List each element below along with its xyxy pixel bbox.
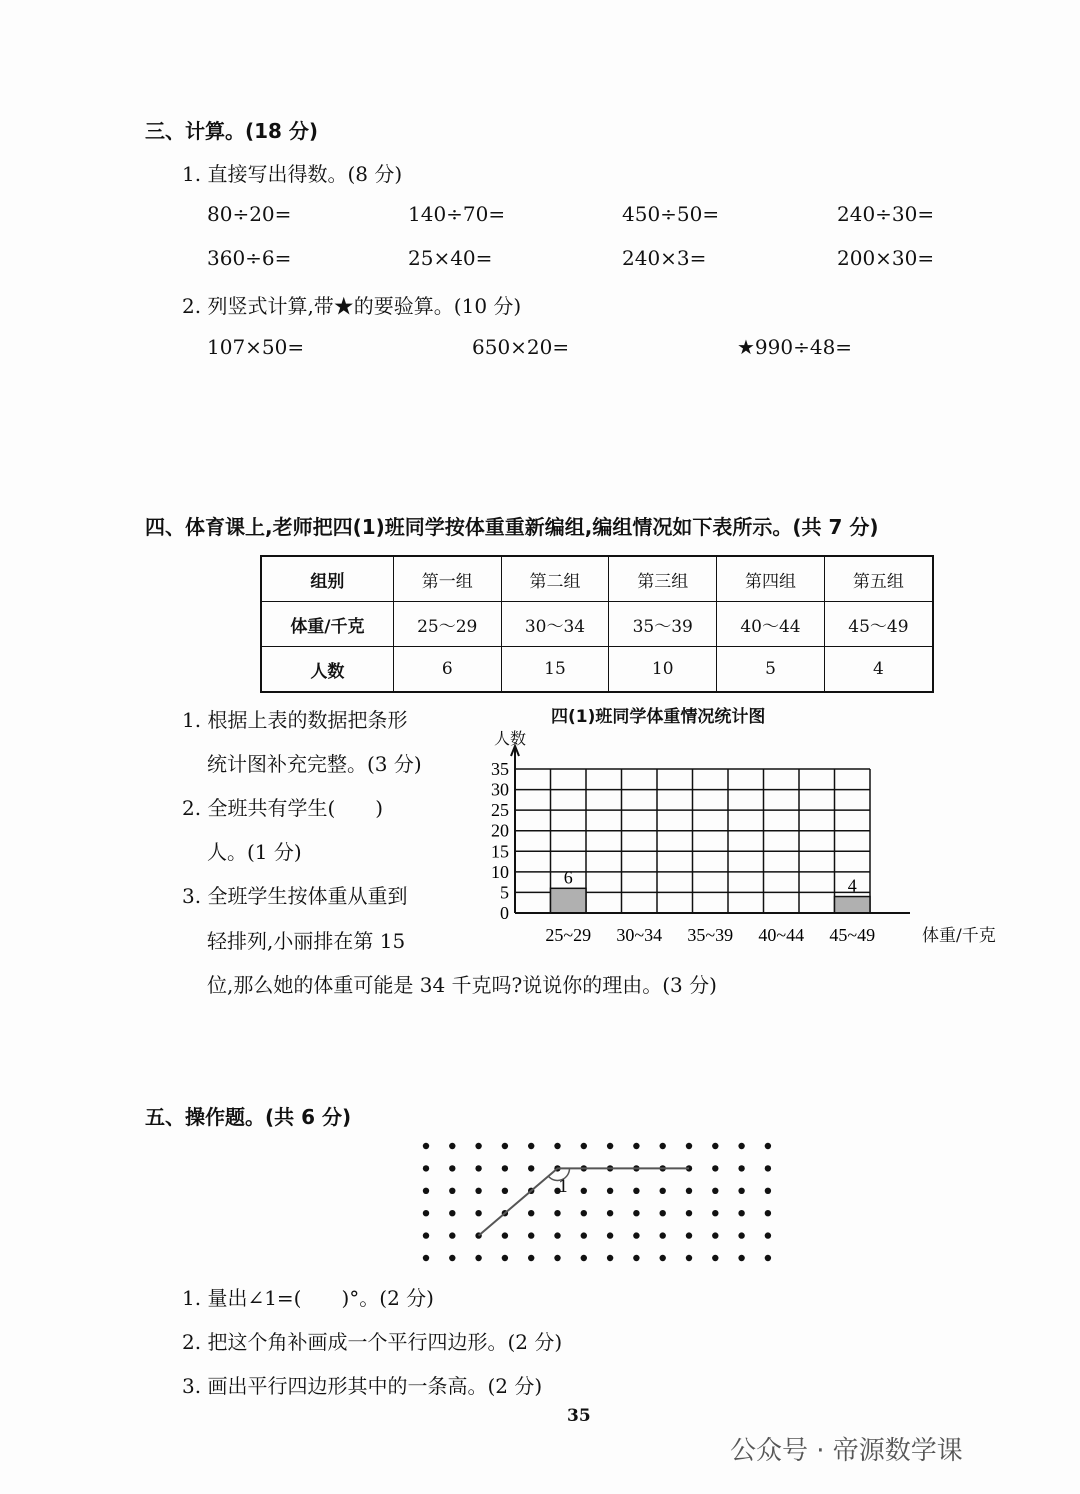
grid-dot — [686, 1255, 692, 1261]
grid-dot — [712, 1232, 718, 1238]
grid-dot — [686, 1143, 692, 1149]
y-tick-label: 30 — [491, 779, 509, 800]
cell: 第三组 — [609, 556, 717, 602]
q4-2b: 人。(1 分) — [207, 840, 302, 864]
grid-dot — [475, 1143, 481, 1149]
q3-2: 2. 列竖式计算,带★的要验算。(10 分) — [182, 294, 522, 318]
grid-dot — [633, 1232, 639, 1238]
bar-value-label: 4 — [847, 875, 857, 896]
cell: 5 — [717, 647, 825, 693]
q5-2: 2. 把这个角补画成一个平行四边形。(2 分) — [182, 1330, 563, 1354]
calc: 140÷70= — [408, 202, 506, 226]
grid-dot — [686, 1210, 692, 1216]
grid-dot — [502, 1143, 508, 1149]
y-tick-label: 0 — [500, 903, 509, 923]
q4-3b: 轻排列,小丽排在第 15 — [207, 929, 406, 953]
grid-dot — [502, 1188, 508, 1194]
grid-dot — [633, 1255, 639, 1261]
grid-dot — [607, 1210, 613, 1216]
q4-1a: 1. 根据上表的数据把条形 — [182, 708, 408, 732]
grid-dot — [581, 1143, 587, 1149]
grid-dot — [423, 1210, 429, 1216]
q4-2a: 2. 全班共有学生( ) — [182, 796, 384, 820]
grid-dot — [607, 1255, 613, 1261]
grid-dot — [502, 1232, 508, 1238]
cell: 35～39 — [609, 602, 717, 647]
cell: 30～34 — [501, 602, 609, 647]
grid-dot — [581, 1188, 587, 1194]
grid-dot — [765, 1188, 771, 1194]
calc: 450÷50= — [622, 202, 720, 226]
cell: 第二组 — [501, 556, 609, 602]
grid-dot — [475, 1255, 481, 1261]
calc: 25×40= — [408, 246, 493, 270]
grid-dot — [449, 1210, 455, 1216]
q5-3: 3. 画出平行四边形其中的一条高。(2 分) — [182, 1374, 543, 1398]
grid-dot — [554, 1210, 560, 1216]
angle-lines — [479, 1168, 689, 1235]
calc: ★990÷48= — [737, 335, 853, 359]
grid-dot — [528, 1210, 534, 1216]
cell: 组别 — [261, 556, 393, 602]
grid-dot — [581, 1210, 587, 1216]
x-tick-label: 35~39 — [687, 925, 734, 945]
grid-dot — [738, 1210, 744, 1216]
grid-dot — [633, 1188, 639, 1194]
grid-dot — [607, 1188, 613, 1194]
watermark: 公众号 · 帝源数学课 — [730, 1436, 963, 1466]
grid-dot — [423, 1232, 429, 1238]
grid-dot — [607, 1232, 613, 1238]
grid-dot — [423, 1255, 429, 1261]
cell: 体重/千克 — [261, 602, 393, 647]
grid-dot — [712, 1143, 718, 1149]
angle-label: 1 — [558, 1177, 569, 1197]
calc: 360÷6= — [207, 246, 292, 270]
grid-dot — [738, 1143, 744, 1149]
grid-dot — [686, 1188, 692, 1194]
q3-1: 1. 直接写出得数。(8 分) — [182, 162, 403, 186]
grid-dot — [528, 1232, 534, 1238]
grid-dot — [449, 1165, 455, 1171]
grid-dot — [423, 1143, 429, 1149]
y-tick-label: 15 — [491, 841, 509, 862]
grid-dot — [765, 1210, 771, 1216]
grid-dot — [738, 1188, 744, 1194]
grid-dot — [765, 1232, 771, 1238]
grid-dot — [449, 1255, 455, 1261]
x-tick-label: 30~34 — [616, 925, 663, 945]
cell: 第五组 — [824, 556, 933, 602]
grid-dot — [660, 1255, 666, 1261]
grid-dot — [502, 1165, 508, 1171]
grid-dot — [449, 1143, 455, 1149]
cell: 10 — [609, 647, 717, 693]
calc: 107×50= — [207, 335, 305, 359]
cell: 15 — [501, 647, 609, 693]
grid-dot — [712, 1210, 718, 1216]
cell: 第一组 — [393, 556, 501, 602]
grid-dot — [528, 1143, 534, 1149]
y-tick-label: 25 — [491, 800, 509, 821]
section3-title: 三、计算。(18 分) — [145, 119, 319, 143]
page-number: 35 — [567, 1406, 591, 1426]
q4-3c: 位,那么她的体重可能是 34 千克吗?说说你的理由。(3 分) — [207, 973, 717, 997]
grid-dot — [712, 1255, 718, 1261]
grid-dot — [765, 1143, 771, 1149]
grid-dot — [475, 1165, 481, 1171]
grid-dot — [660, 1143, 666, 1149]
cell: 40～44 — [717, 602, 825, 647]
grid-dot — [660, 1210, 666, 1216]
calc: 80÷20= — [207, 202, 292, 226]
section5-title: 五、操作题。(共 6 分) — [145, 1105, 352, 1129]
calc: 240÷30= — [837, 202, 935, 226]
y-tick-label: 35 — [491, 759, 509, 779]
grid-dot — [554, 1143, 560, 1149]
cell: 第四组 — [717, 556, 825, 602]
grid-dot — [475, 1210, 481, 1216]
grid-dot — [502, 1255, 508, 1261]
bar-value-label: 6 — [563, 867, 573, 888]
grid-dot — [607, 1143, 613, 1149]
calc: 650×20= — [472, 335, 570, 359]
grid-dot — [765, 1255, 771, 1261]
cell: 25～29 — [393, 602, 501, 647]
section4-title: 四、体育课上,老师把四(1)班同学按体重重新编组,编组情况如下表所示。(共 7 分) — [145, 515, 879, 539]
y-axis-label: 人数 — [494, 729, 527, 748]
y-tick-label: 20 — [491, 820, 509, 841]
grid-dot — [423, 1165, 429, 1171]
cell: 4 — [824, 647, 933, 693]
x-tick-label: 45~49 — [829, 925, 876, 945]
calc: 240×3= — [622, 246, 707, 270]
grid-dot — [581, 1232, 587, 1238]
grid-dot — [475, 1188, 481, 1194]
grid-dot — [686, 1232, 692, 1238]
y-tick-label: 10 — [491, 861, 509, 882]
chart-title: 四(1)班同学体重情况统计图 — [551, 707, 766, 727]
grid-dot — [554, 1255, 560, 1261]
grid-dot — [449, 1188, 455, 1194]
q5-1: 1. 量出∠1=( )°。(2 分) — [182, 1286, 434, 1310]
grid-dot — [528, 1255, 534, 1261]
grid-dot — [738, 1232, 744, 1238]
grid-dot — [633, 1210, 639, 1216]
cell: 45～49 — [824, 602, 933, 647]
grid-dot — [660, 1188, 666, 1194]
x-axis-label: 体重/千克 — [922, 926, 996, 946]
grid-dot — [660, 1232, 666, 1238]
cell: 6 — [393, 647, 501, 693]
grid-dot — [765, 1165, 771, 1171]
grid-dot — [423, 1188, 429, 1194]
grid-dot — [449, 1232, 455, 1238]
cell: 人数 — [261, 647, 393, 693]
q4-3a: 3. 全班学生按体重从重到 — [182, 884, 408, 908]
x-tick-label: 25~29 — [545, 925, 592, 945]
grid-dot — [712, 1165, 718, 1171]
grid-dot — [738, 1165, 744, 1171]
grid-dot — [528, 1165, 534, 1171]
y-tick-label: 5 — [500, 882, 509, 903]
grid-dot — [633, 1143, 639, 1149]
grid-dot — [581, 1255, 587, 1261]
grid-dot — [712, 1188, 718, 1194]
grid-dot — [554, 1232, 560, 1238]
q4-1b: 统计图补充完整。(3 分) — [207, 752, 422, 776]
grid-dot — [738, 1255, 744, 1261]
calc: 200×30= — [837, 246, 935, 270]
x-tick-label: 40~44 — [758, 925, 805, 945]
